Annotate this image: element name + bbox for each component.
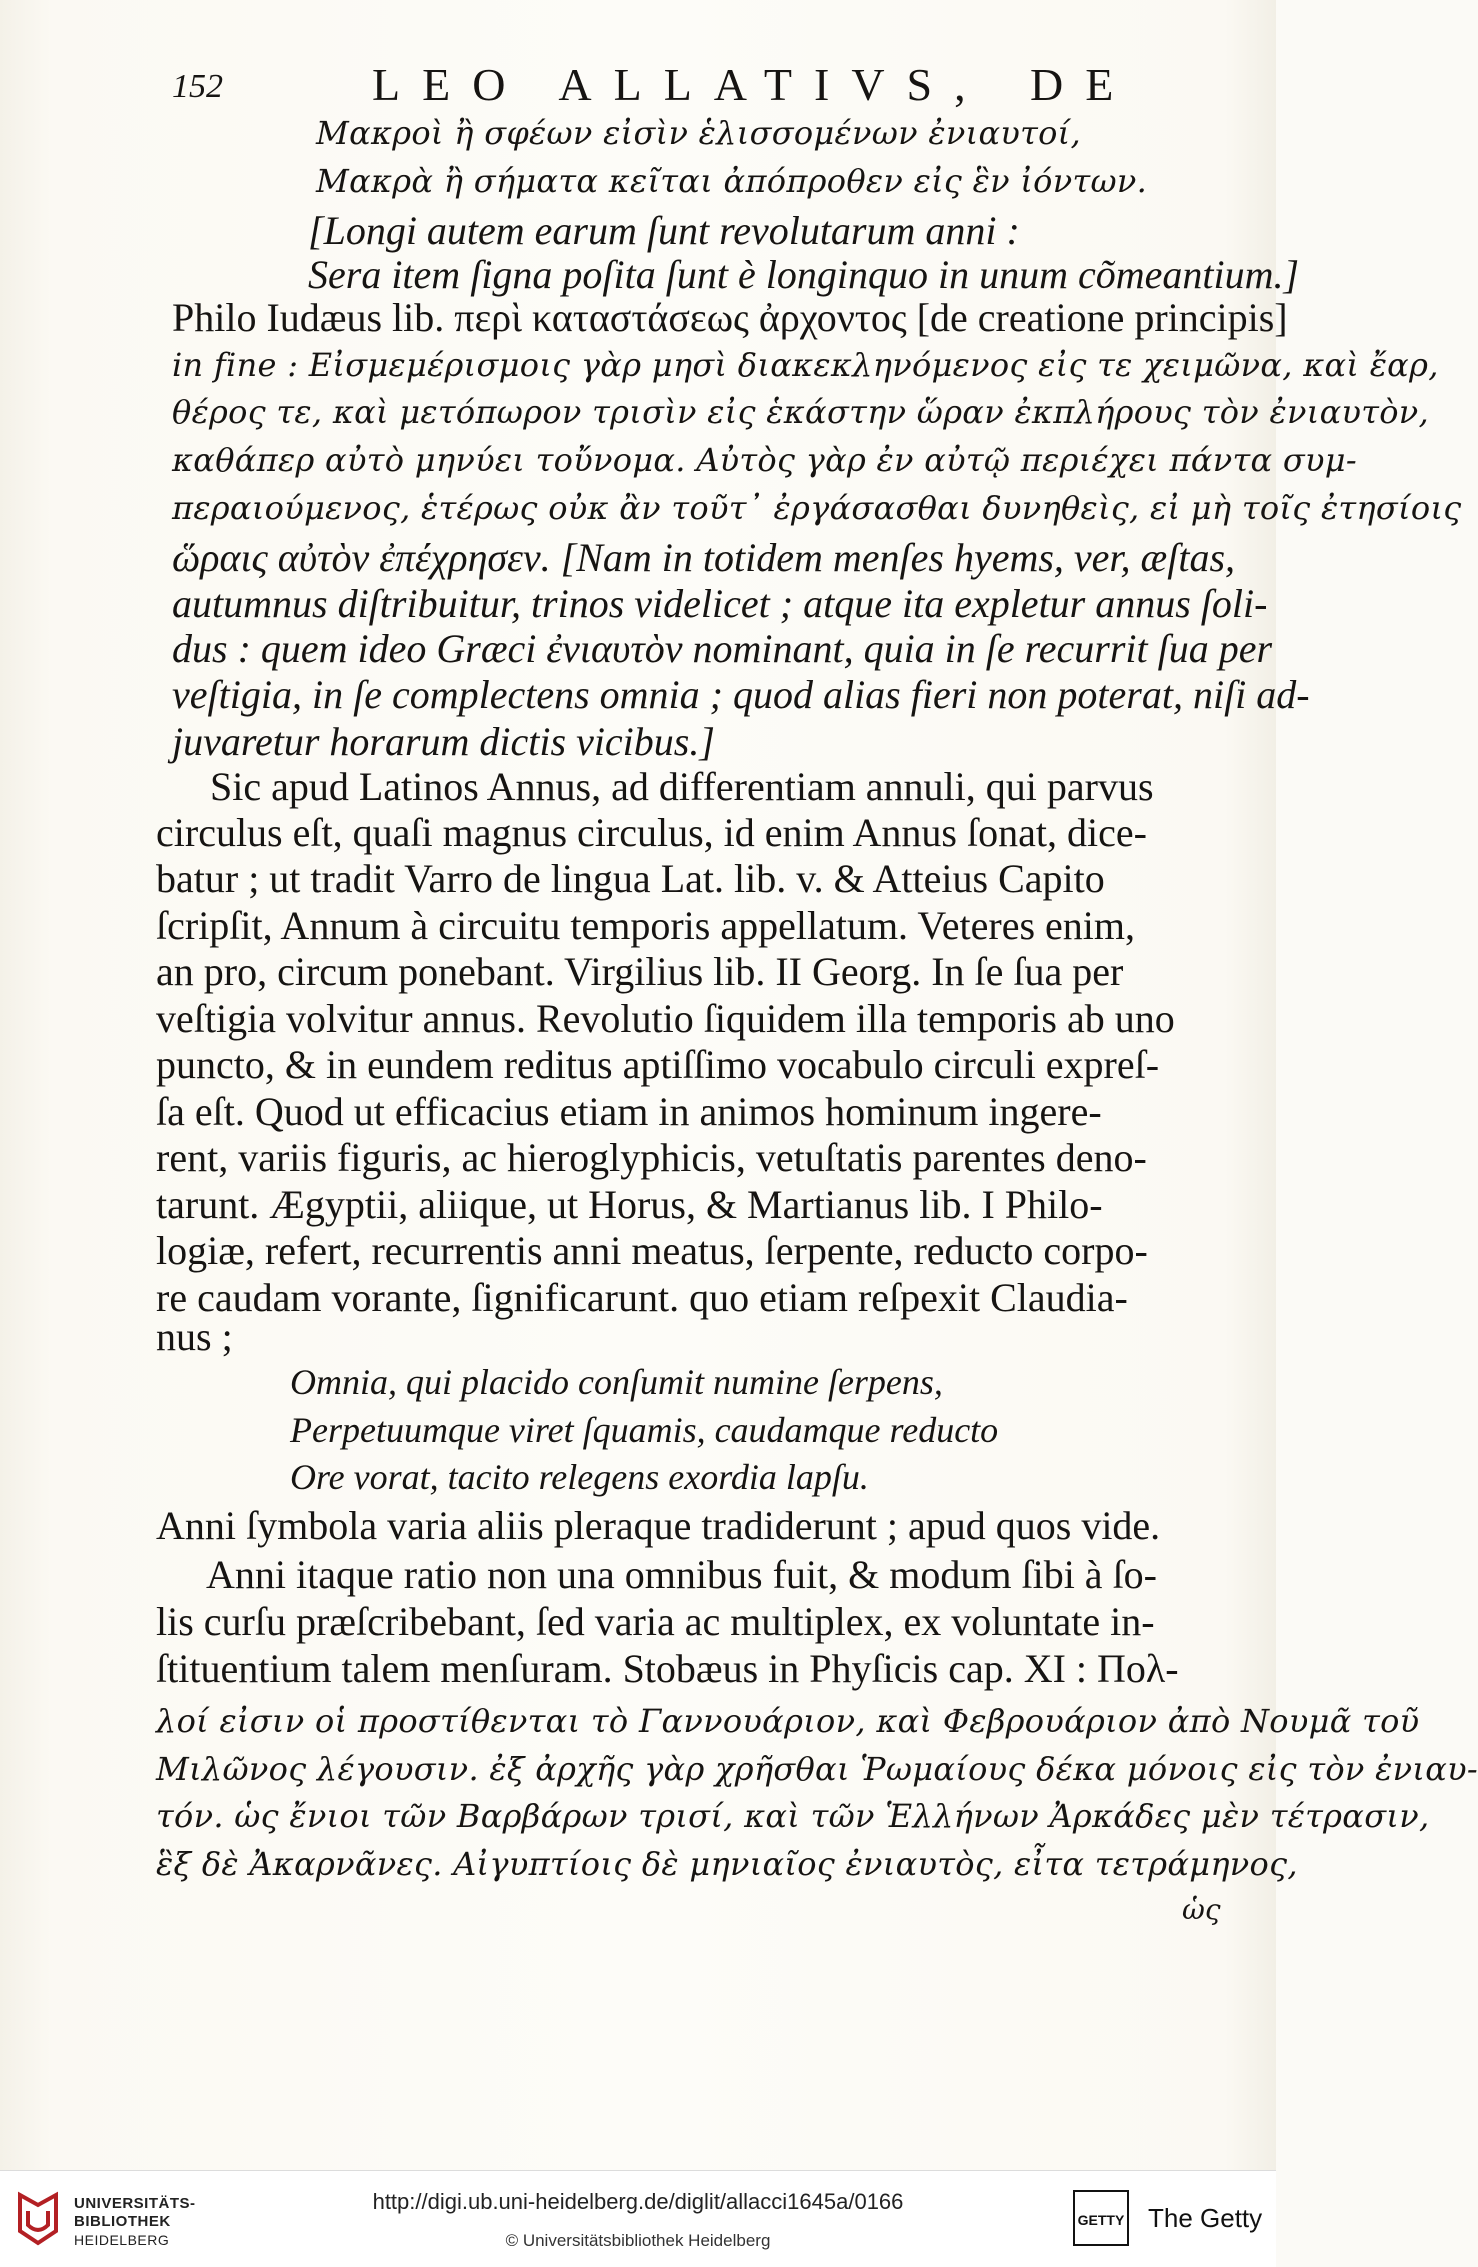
body-line: lis curſu præſcribebant, ſed varia ac multiplex, ex voluntate in- [156,1599,1155,1644]
catchword: ὡς [1182,1893,1221,1926]
body-line: circulus eſt, quaſi magnus circulus, id enim Annus ſonat, dice- [156,810,1147,855]
getty-logo-text: GETTY [1077,2212,1125,2228]
greek-quote-line: Μιλῶνος λέγουσιν. ἐξ ἀρχῆς γὰρ χρῆσθαι Ῥωμαίους δέκα μόνοις εἰς τὸν ἐνιαυ- [156,1750,1478,1788]
verse-line: Ore vorat, tacito relegens exordia lapſu. [290,1457,869,1497]
body-line: veſtigia volvitur annus. Revolutio ſiquidem illa temporis ab uno [156,996,1175,1041]
latin-translation-line: veſtigia, in ſe complectens omnia ; quod alias fieri non poterat, niſi ad- [172,672,1310,717]
verse-line: Omnia, qui placido conſumit numine ſerpens, [290,1362,943,1402]
latin-translation-line: [Longi autem earum ſunt revolutarum anni : [308,208,1020,253]
library-name-line: BIBLIOTHEK [74,2213,171,2230]
viewer-footer [0,2170,1276,2267]
greek-quote-line: ἓξ δὲ Ἀκαρνᾶνες. Αἰγυπτίοις δὲ μηνιαῖος ἐνιαυτὸς, εἶτα τετράμηνος, [156,1845,1298,1883]
body-line: nus ; [156,1314,233,1359]
verse-line: Perpetuumque viret ſquamis, caudamque reducto [290,1410,999,1450]
body-line: re caudam vorante, ſignificarunt. quo etiam reſpexit Claudia- [156,1275,1128,1320]
body-line: Anni itaque ratio non una omnibus fuit, & modum ſibi à ſo- [206,1552,1157,1597]
latin-translation-line: autumnus diſtribuitur, trinos videlicet ; atque ita expletur annus ſoli- [172,581,1268,626]
body-line: ſa eſt. Quod ut efficacius etiam in animos hominum ingere- [156,1089,1102,1134]
latin-translation-line: Sera item ſigna poſita ſunt è longinquo in unum cõmeantium.] [308,252,1300,297]
getty-logo-icon [1072,2189,1130,2247]
body-line: batur ; ut tradit Varro de lingua Lat. lib. v. & Atteius Capito [156,856,1105,901]
body-line: rent, variis figuris, ac hieroglyphicis, vetuſtatis parentes deno- [156,1135,1147,1180]
latin-translation-line: ὥραις αὐτὸν ἐπέχρησεν. [Nam in totidem menſes hyems, ver, æſtas, [172,535,1236,580]
body-line: Philo Iudæus lib. περὶ καταστάσεως ἀρχοντος [de creatione principis] [172,295,1288,340]
body-line: puncto, & in eundem reditus aptiſſimo vocabulo circuli expreſ- [156,1042,1160,1087]
permalink-url[interactable]: http://digi.ub.uni-heidelberg.de/diglit/allacci1645a/0166 [372,2189,904,2214]
latin-translation-line: dus : quem ideo Græci ἐνιαυτὸν nominant, quia in ſe recurrit ſua per [172,626,1273,671]
greek-quote-line: περαιούμενος, ἑτέρως οὐκ ἂν τοῦτ᾽ ἐργάσασθαι δυνηθεὶς, εἰ μὴ τοῖς ἐτησίοις [172,489,1462,527]
page-header [172,58,1136,114]
body-line: Sic apud Latinos Annus, ad differentiam annuli, qui parvus [210,764,1154,809]
page-number: 152 [172,68,223,105]
getty-name: The Getty [1148,2203,1263,2233]
body-line: tarunt. Ægyptii, aliique, ut Horus, & Martianus lib. I Philo- [156,1182,1103,1227]
running-title-end: DE [1030,59,1136,110]
greek-quote-line: καθάπερ αὐτὸ μηνύει τοὔνομα. Αὐτὸς γὰρ ἐν αὐτῷ περιέχει πάντα συμ- [172,441,1357,479]
library-name-line: HEIDELBERG [74,2232,170,2248]
body-line: ſtituentium talem menſuram. Stobæus in Phyſicis cap. XI : Πολ- [156,1646,1179,1691]
running-title: LEO ALLATIVS, [372,59,988,110]
body-line: an pro, circum ponebant. Virgilius lib. II Georg. In ſe ſua per [156,949,1124,994]
greek-verse-line: Μακροὶ ἢ σφέων εἰσὶν ἑλισσομένων ἐνιαυτοί, [316,114,1081,152]
body-line: ſcripſit, Annum à circuitu temporis appellatum. Veteres enim, [156,903,1136,948]
greek-quote-line: τόν. ὡς ἔνιοι τῶν Βαρβάρων τρισί, καὶ τῶν Ἑλλήνων Ἀρκάδες μὲν τέτρασιν, [156,1797,1430,1835]
greek-quote-line: θέρος τε, καὶ μετόπωρον τρισὶν εἰς ἑκάστην ὥραν ἐκπλήρους τὸν ἐνιαυτὸν, [172,393,1430,431]
greek-verse-line: Μακρὰ ἢ σήματα κεῖται ἀπόπροθεν εἰς ἓν ἰόντων. [316,162,1148,200]
body-line: Anni ſymbola varia aliis pleraque tradiderunt ; apud quos vide. [156,1503,1161,1548]
library-name-line: UNIVERSITÄTS- [74,2195,196,2212]
body-line: logiæ, refert, recurrentis anni meatus, ſerpente, reducto corpo- [156,1228,1148,1273]
copyright-notice: © Universitätsbibliothek Heidelberg [505,2231,771,2250]
latin-translation-line: juvaretur horarum dictis vicibus.] [172,719,715,764]
greek-quote-line: λοί εἰσιν οἱ προστίθενται τὸ Γαννουάριον, καὶ Φεβρουάριον ἀπὸ Νουμᾶ τοῦ [156,1702,1420,1740]
greek-quote-line: in fine : Εἰσμεμέρισμοις γὰρ μησὶ διακεκληνόμενος εἰς τε χειμῶνα, καὶ ἔαρ, [172,346,1439,384]
